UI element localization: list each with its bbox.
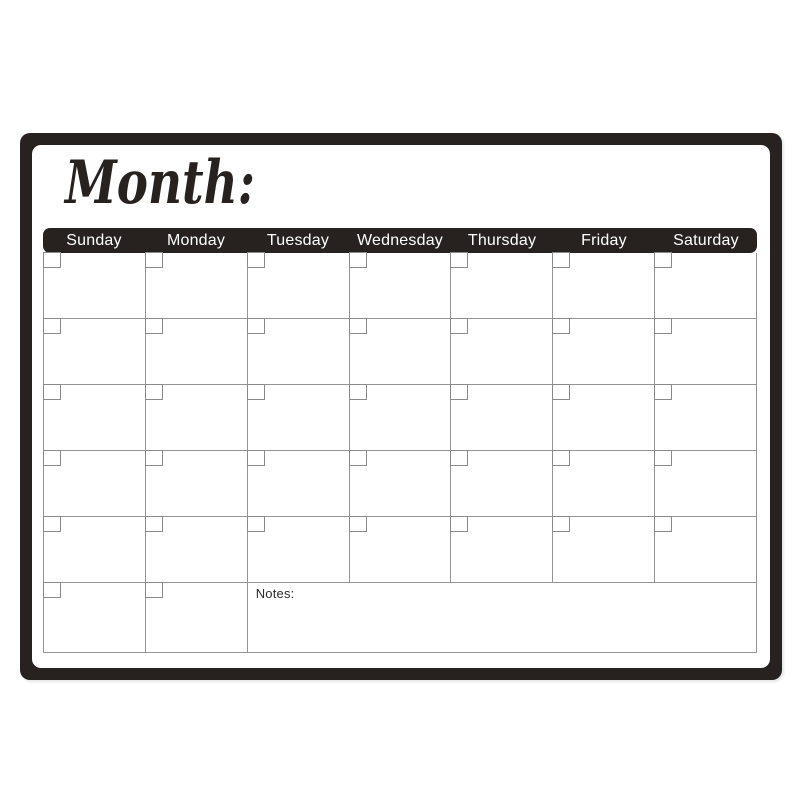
date-box[interactable] (654, 516, 672, 532)
date-box[interactable] (450, 252, 468, 268)
day-cell-r5c2[interactable] (146, 517, 248, 583)
day-cell-r5c3[interactable] (248, 517, 350, 583)
date-box[interactable] (552, 450, 570, 466)
date-box[interactable] (450, 450, 468, 466)
date-box[interactable] (349, 516, 367, 532)
date-box[interactable] (552, 384, 570, 400)
calendar-board-frame (20, 133, 782, 680)
date-box[interactable] (247, 252, 265, 268)
day-cell-r4c2[interactable] (146, 451, 248, 517)
day-cell-r2c1[interactable] (44, 319, 146, 385)
date-box[interactable] (349, 384, 367, 400)
day-cell-r5c5[interactable] (451, 517, 553, 583)
date-box[interactable] (654, 252, 672, 268)
day-cell-r3c2[interactable] (146, 385, 248, 451)
date-box[interactable] (349, 252, 367, 268)
date-box[interactable] (43, 582, 61, 598)
notes-cell[interactable] (248, 583, 757, 653)
day-cell-r4c7[interactable] (655, 451, 757, 517)
day-cell-r4c6[interactable] (553, 451, 655, 517)
day-cell-r1c5[interactable] (451, 253, 553, 319)
notes-label: Notes: (255, 586, 295, 601)
date-box[interactable] (450, 384, 468, 400)
weekday-label-thursday: Thursday (467, 232, 537, 249)
day-cell-r6c2[interactable] (146, 583, 248, 653)
day-cell-r3c7[interactable] (655, 385, 757, 451)
weekday-label-wednesday: Wednesday (356, 232, 443, 249)
day-cell-r5c4[interactable] (350, 517, 452, 583)
day-cell-r6c1[interactable] (44, 583, 146, 653)
weekday-label-friday: Friday (581, 232, 627, 249)
date-box[interactable] (145, 582, 163, 598)
date-box[interactable] (654, 318, 672, 334)
day-cell-r3c6[interactable] (553, 385, 655, 451)
date-box[interactable] (145, 450, 163, 466)
day-cell-r5c7[interactable] (655, 517, 757, 583)
day-cell-r4c5[interactable] (451, 451, 553, 517)
day-cell-r1c2[interactable] (146, 253, 248, 319)
day-cell-r2c3[interactable] (248, 319, 350, 385)
date-box[interactable] (552, 516, 570, 532)
day-cell-r3c3[interactable] (248, 385, 350, 451)
day-cell-r2c6[interactable] (553, 319, 655, 385)
day-cell-r1c6[interactable] (553, 253, 655, 319)
date-box[interactable] (145, 384, 163, 400)
date-box[interactable] (247, 450, 265, 466)
date-box[interactable] (654, 450, 672, 466)
weekday-label-saturday: Saturday (673, 232, 739, 249)
day-cell-r3c5[interactable] (451, 385, 553, 451)
date-box[interactable] (552, 318, 570, 334)
date-box[interactable] (654, 384, 672, 400)
day-cell-r1c4[interactable] (350, 253, 452, 319)
day-cell-r1c7[interactable] (655, 253, 757, 319)
weekday-label-monday: Monday (166, 232, 226, 249)
day-cell-r2c7[interactable] (655, 319, 757, 385)
date-box[interactable] (145, 318, 163, 334)
date-box[interactable] (43, 516, 61, 532)
month-title: Month: (65, 148, 255, 218)
date-box[interactable] (552, 252, 570, 268)
day-cell-r4c4[interactable] (350, 451, 452, 517)
weekday-header (43, 228, 757, 253)
date-box[interactable] (247, 516, 265, 532)
day-cell-r1c1[interactable] (44, 253, 146, 319)
day-cell-r2c4[interactable] (350, 319, 452, 385)
weekday-label-tuesday: Tuesday (266, 232, 330, 249)
day-cell-r3c4[interactable] (350, 385, 452, 451)
day-cell-r4c1[interactable] (44, 451, 146, 517)
date-box[interactable] (145, 252, 163, 268)
date-box[interactable] (43, 252, 61, 268)
date-box[interactable] (43, 450, 61, 466)
calendar-grid (43, 253, 757, 653)
day-cell-r5c1[interactable] (44, 517, 146, 583)
day-cell-r3c1[interactable] (44, 385, 146, 451)
date-box[interactable] (450, 318, 468, 334)
day-cell-r5c6[interactable] (553, 517, 655, 583)
date-box[interactable] (349, 318, 367, 334)
date-box[interactable] (43, 384, 61, 400)
day-cell-r2c5[interactable] (451, 319, 553, 385)
date-box[interactable] (43, 318, 61, 334)
day-cell-r2c2[interactable] (146, 319, 248, 385)
date-box[interactable] (247, 318, 265, 334)
date-box[interactable] (145, 516, 163, 532)
date-box[interactable] (349, 450, 367, 466)
date-box[interactable] (247, 384, 265, 400)
day-cell-r4c3[interactable] (248, 451, 350, 517)
day-cell-r1c3[interactable] (248, 253, 350, 319)
date-box[interactable] (450, 516, 468, 532)
weekday-label-sunday: Sunday (66, 232, 122, 249)
